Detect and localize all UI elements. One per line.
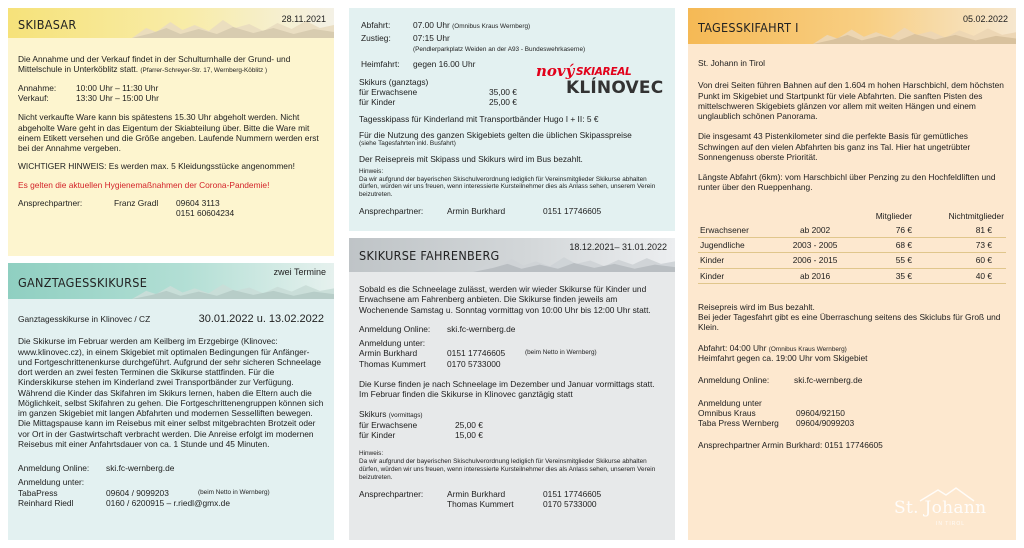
skibasar-phone-2: 0151 60604234: [176, 208, 235, 219]
tagesskifahrt-bus-2: Bei jeder Tagesfahrt gibt es eine Überraschung seitens des Skiclubs für Groß und Klein.: [698, 312, 1001, 333]
skibasar-header: [8, 8, 334, 38]
klinovec-reisepreis: Der Reisepreis mit Skipass und Skikurs wird im Bus bezahlt.: [359, 153, 583, 164]
tagesskifahrt-p3: Längste Abfahrt (6km): vom Harschbichl über Penzing zu den Hochfeldliften und runter über den Rueppenhang.: [698, 172, 996, 193]
ganztag-anmeldung-label: Anmeldung unter:: [18, 477, 85, 488]
mountain-silhouette-icon: [132, 281, 334, 299]
ganztag-title: GANZTAGESSKIKURSE: [18, 275, 148, 290]
fahrenberg-anmeldung-label: Anmeldung unter:: [359, 338, 426, 348]
tagesskifahrt-p1: Von drei Seiten führen Bahnen auf den 1.604 m hohen Harschbichl, dem höchsten Punkt im Skigebiet und Startpunkt für viele Abfahrten. Die sanften Pisten des mittelschweren Skigebiets glänzen vor allem mit weiten Hängen und einem unglaublich schönen Panorama.: [698, 80, 1004, 121]
skibasar-time-annahme: Annahme: 10:00 Uhr – 11:30 Uhr: [18, 82, 159, 93]
fahrenberg-hinweis-label: Hinweis:: [359, 450, 384, 458]
klinovec-heimfahrt: Heimfahrt: gegen 16.00 Uhr: [361, 58, 476, 69]
logo-klinovec: KLÍNOVEC: [566, 78, 664, 98]
fahrenberg-contact-1: Armin Burkhard 0151 17746605 (beim Netto in Wernberg): [359, 348, 597, 359]
fahrenberg-kurse-text: Die Kurse finden je nach Schneelage im Dezember und Januar vormittags statt. Im Februar finden die Skikurse in Klinovec ganztägig statt: [359, 378, 655, 399]
ganztag-online-link[interactable]: ski.fc-wernberg.de: [106, 463, 175, 474]
tagesskifahrt-date: 05.02.2022: [962, 14, 1008, 24]
tagesskifahrt-p2: Die insgesamt 43 Pistenkilometer sind die perfekte Basis für gemütliches Schwingen auf den vielen Abfahrten bis ganz ins Tal. Hier hat ungetrübter Sonnengenuss oberste Priorität.: [698, 131, 971, 162]
fahrenberg-header: [349, 238, 675, 272]
mountain-silhouette-icon: [813, 24, 1016, 44]
logo-novy: nový: [536, 62, 575, 80]
skibasar-contact: Ansprechpartner: Franz Gradl 09604 3113 0151 60604234: [18, 197, 235, 219]
tagesskifahrt-heimfahrt: Heimfahrt gegen ca. 19:00 Uhr vom Skigebiet: [698, 353, 868, 364]
skiareal-klinovec-logo: [536, 62, 668, 102]
fahrenberg-intro: Sobald es die Schneelage zulässt, werden wir wieder Skikurse für Kinder und Erwachsene am Fahrenberg anbieten. Die Skikurse finden jeweils am Wochenende Samstag u. Sonntag vormittag von 10:00 Uhr bis 12:00 Uhr statt.: [359, 284, 651, 315]
fahrenberg-date: 18.12.2021– 31.01.2022: [569, 242, 667, 252]
fahrenberg-contact-2: Thomas Kummert 0170 5733000: [359, 358, 501, 369]
table-row: Kinder ab 2016 35 € 40 €: [698, 268, 1006, 283]
skibasar-date: 28.11.2021: [281, 14, 326, 24]
table-row: Kinder 2006 - 2015 55 € 60 €: [698, 253, 1006, 268]
ganztag-contact-1: TabaPress 09604 / 9099203 (beim Netto in Wernberg): [18, 487, 270, 498]
tagesskifahrt-contact-1: Omnibus Kraus 09604/92150: [698, 407, 845, 418]
klinovec-price-child: für Kinder 25,00 €: [359, 97, 517, 108]
fahrenberg-title: SKIKURSE FAHRENBERG: [359, 248, 500, 263]
tagesskifahrt-anmeldung-label: Anmeldung unter: [698, 397, 762, 408]
skibasar-warning: WICHTIGER HINWEIS: Es werden max. 5 Kleidungsstücke angenommen!: [18, 161, 295, 172]
skibasar-panel: [8, 8, 334, 256]
fahrenberg-skikurs-label: Skikurs (vormittags): [359, 409, 423, 420]
klinovec-hinweis-text: Da wir aufgrund der bayerischen Skischulverordnung lediglich für Vereinsmitglieder Skikurse abhalten dürfen, würden wir uns freuen, wenn interessierte Kursteilnehmer dies als Anlass sehen, unserem Verein beizutreten.: [359, 175, 656, 199]
klinovec-zustieg: Zustieg: 07:15 Uhr (Pendlerparkplatz Weiden an der A93 - Bundeswehrkaserne): [361, 32, 586, 53]
klinovec-skikurs-label: Skikurs (ganztags): [359, 76, 429, 87]
ganztag-online: Anmeldung Online: ski.fc-wernberg.de: [18, 463, 175, 474]
table-row: Erwachsener ab 2002 76 € 81 €: [698, 223, 1006, 238]
tagesskifahrt-place: St. Johann in Tirol: [698, 58, 766, 68]
klinovec-abfahrt: Abfahrt: 07.00 Uhr (Omnibus Kraus Wernberg): [361, 20, 531, 30]
tagesskifahrt-price-table: [698, 209, 1006, 284]
fahrenberg-price-adult: für Erwachsene 25,00 €: [359, 419, 483, 430]
table-row: Jugendliche 2003 - 2005 68 € 73 €: [698, 238, 1006, 253]
st-johann-logo: [890, 486, 1006, 534]
skibasar-intro: Die Annahme und der Verkauf findet in der Schulturnhalle der Grund- und Mittelschule in Unterköblitz statt. (Pfarrer-Schreyer-Str. 17, Wernberg-Köblitz ): [18, 54, 291, 75]
skibasar-phone-1: 09604 3113: [176, 197, 220, 208]
skibasar-times: [18, 83, 324, 104]
klinovec-contact: Ansprechpartner: Armin Burkhard 0151 17746605: [359, 205, 602, 216]
tagesskifahrt-header: [688, 8, 1016, 44]
fahrenberg-panel: [349, 238, 675, 540]
ganztag-contact-2: Reinhard Riedl 0160 / 6200915 – r.riedl@gmx.de: [18, 497, 230, 508]
tagesskifahrt-online-link[interactable]: ski.fc-wernberg.de: [794, 375, 863, 386]
ganztag-text: Die Skikurse im Februar werden am Keilberg im Erzgebirge (Klinovec: www.klinovec.cz), in einem Skigebiet mit optimalen Bedingungen für Anfänger- und Fortgeschrittenenkurse durchgeführt. Aufgrund der sehr sicheren Schneelage dort werden an zwei festen Terminen die Skikurse stattfinden. Für die Kinderskikurse stehen im Kinderland zwei Transportbänder zur Verfügung. Während die Kinder das Skifahren im Skikurs lernen, haben die Eltern auch die Möglichkeit, selbst Skifahren zu gehen. Die Fortgeschrittenengruppen können sich im ganzen Skigebiet mit langen Abfahrten und modernen Sesselliften bewegen. Die Mittagspause kann im Reisebus mit einer selbst mitgebrachten Brotzeit oder vor Ort in der Gastwirtschaft verbracht werden. Die Anreise erfolgt im modernen Reisebus mit einer Anfahrtsdauer von ca. 1 Stunde und 45 Minuten.: [18, 336, 324, 449]
fahrenberg-contact-persons: Ansprechpartner: Armin Burkhard Thomas Kummert 0151 17746605 0170 5733000: [359, 489, 602, 510]
klinovec-panel: [349, 8, 675, 231]
tagesskifahrt-contact-line: Ansprechpartner Armin Burkhard: 0151 17746605: [698, 440, 883, 451]
logo-skiareal: SKIAREAL: [576, 66, 632, 78]
mountain-silhouette-icon: [473, 254, 675, 272]
price-table-header: Mitglieder Nichtmitglieder: [875, 210, 1004, 221]
ganztag-panel: [8, 263, 334, 540]
tagesskifahrt-panel: [688, 8, 1016, 540]
klinovec-tagesskipass: Tagesskipass für Kinderland mit Transportbänder Hugo I + II: 5 €: [359, 113, 599, 124]
st-johann-logo-text: St. Johann: [894, 498, 987, 518]
fahrenberg-online: Anmeldung Online: ski.fc-wernberg.de: [359, 323, 516, 334]
tagesskifahrt-title: TAGESSKIFAHRT I: [698, 20, 799, 35]
ganztag-header: [8, 263, 334, 299]
tagesskifahrt-bus-1: Reisepreis wird im Bus bezahlt.: [698, 301, 815, 312]
klinovec-nutzung: Für die Nutzung des ganzen Skigebiets gelten die üblichen Skipasspreise: [359, 129, 632, 140]
tagesskifahrt-abfahrt: Abfahrt: 04:00 Uhr (Omnibus Kraus Wernberg): [698, 342, 847, 353]
fahrenberg-online-link[interactable]: ski.fc-wernberg.de: [447, 323, 516, 334]
fahrenberg-price-child: für Kinder 15,00 €: [359, 430, 483, 441]
ganztag-subheader: Ganztagesskikurse in Klinovec / CZ 30.01.2022 u. 13.02.2022: [18, 313, 324, 325]
tagesskifahrt-online: Anmeldung Online: ski.fc-wernberg.de: [698, 375, 863, 386]
klinovec-hinweis-label: Hinweis:: [359, 168, 384, 176]
skibasar-time-verkauf: Verkauf: 13:30 Uhr – 15:00 Uhr: [18, 93, 159, 104]
tagesskifahrt-contact-2: Taba Press Wernberg 09604/9099203: [698, 418, 855, 429]
skibasar-title: SKIBASAR: [18, 17, 77, 32]
fahrenberg-hinweis-text: Da wir aufgrund der bayerischen Skischulverordnung lediglich für Vereinsmitglieder Skikurse abhalten dürfen, würden wir uns freuen, wenn interessierte Kursteilnehmer dies als Anlass sehen, unserem Verein beizutreten.: [359, 458, 656, 481]
skibasar-info: Nicht verkaufte Ware kann bis spätestens 15.30 Uhr abgeholt werden. Nicht abgeholte Ware geht in das Eigentum der Skiabteilung über. Bitte die Ware mit einem Etikett versehen und die Größe angeben. Laufende Nummern werden erst bei der Annahme vergeben.: [18, 112, 319, 154]
st-johann-logo-sub: IN TIROL: [936, 521, 966, 527]
klinovec-price-adult: für Erwachsene 35,00 €: [359, 87, 517, 98]
klinovec-nutzung-note: (siehe Tagesfahrten inkl. Busfahrt): [359, 140, 456, 148]
ganztag-badge: zwei Termine: [273, 267, 326, 277]
skibasar-corona-notice: Es gelten die aktuellen Hygienemaßnahmen der Corona-Pandemie!: [18, 179, 270, 190]
